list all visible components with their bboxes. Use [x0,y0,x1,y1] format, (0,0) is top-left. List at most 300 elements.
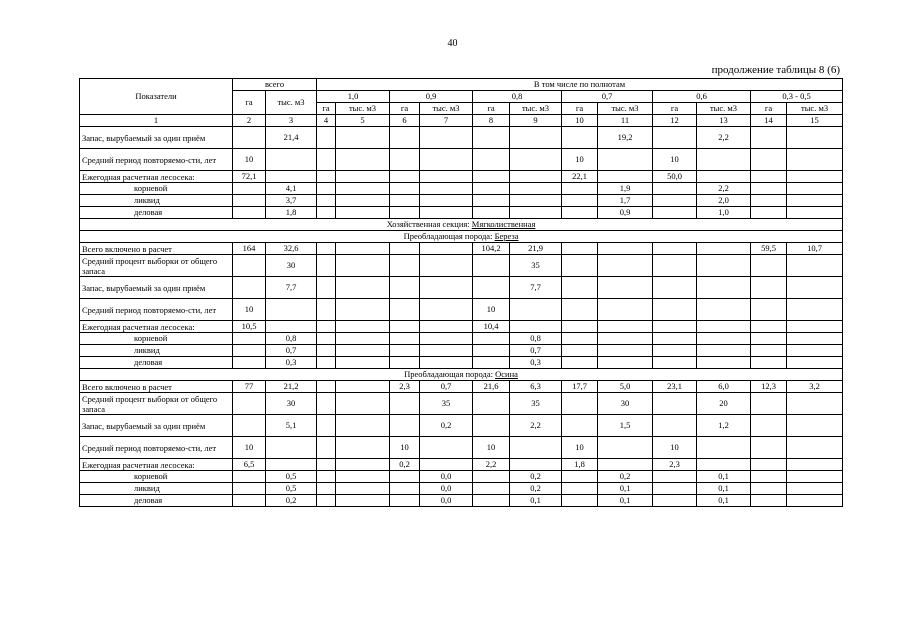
table-cell [787,345,843,357]
header-total: всего [233,79,317,91]
table-cell [336,255,390,277]
table-cell [653,255,697,277]
table-cell [336,483,390,495]
row-label: Ежегодная расчетная лесосека: [80,321,233,333]
table-cell: 72,1 [233,171,266,183]
table-cell [510,299,562,321]
table-cell [697,437,751,459]
table-cell: 0,8 [510,333,562,345]
column-number: 4 [317,115,336,127]
header-unit-m3: тыс. м3 [598,103,653,115]
table-row [80,321,843,333]
table-cell [787,299,843,321]
table-cell [233,415,266,437]
table-cell [473,471,510,483]
table-cell [317,183,336,195]
table-cell [420,207,473,219]
header-unit-m3: тыс. м3 [336,103,390,115]
column-number: 1 [80,115,233,127]
table-cell [562,483,598,495]
table-cell: 1,9 [598,183,653,195]
table-cell [420,183,473,195]
table-cell: 3,2 [787,381,843,393]
header-unit-m3: тыс. м3 [510,103,562,115]
table-cell [233,127,266,149]
column-number: 11 [598,115,653,127]
header-by-density: В том числе по полнотам [317,79,843,91]
table-cell: 22,1 [562,171,598,183]
table-cell [317,345,336,357]
table-cell [751,415,787,437]
table-cell [510,321,562,333]
table-cell [233,495,266,507]
table-cell: 0,2 [420,415,473,437]
table-cell: 6,5 [233,459,266,471]
table-cell [233,393,266,415]
table-cell [390,357,420,369]
row-label: Средний период повторяемо-сти, лет [80,149,233,171]
table-cell [390,207,420,219]
section-heading [80,369,843,381]
table-cell: 2,2 [510,415,562,437]
table-cell [390,255,420,277]
header-indicators: Показатели [80,79,233,115]
table-cell [787,437,843,459]
table-cell [751,393,787,415]
column-number: 15 [787,115,843,127]
table-cell [336,299,390,321]
table-cell [266,321,317,333]
table-cell [697,459,751,471]
table-cell [751,321,787,333]
column-number: 7 [420,115,473,127]
row-label: деловая [80,495,233,507]
table-cell [787,207,843,219]
table-cell [420,459,473,471]
table-cell [562,495,598,507]
table-cell: 1,7 [598,195,653,207]
table-cell [653,207,697,219]
table-cell [233,483,266,495]
table-cell [787,357,843,369]
table-cell: 0,2 [510,483,562,495]
table-cell: 0,1 [598,495,653,507]
column-number: 14 [751,115,787,127]
table-cell: 0,5 [266,483,317,495]
table-cell [697,149,751,171]
table-cell: 30 [598,393,653,415]
row-label: ликвид [80,195,233,207]
table-row [80,357,843,369]
table-cell [562,243,598,255]
table-cell: 0,1 [697,483,751,495]
table-cell [317,321,336,333]
table-cell [473,333,510,345]
table-cell [420,255,473,277]
table-cell [336,393,390,415]
table-cell: 10 [562,149,598,171]
table-cell [751,333,787,345]
table-cell [317,243,336,255]
table-cell: 32,6 [266,243,317,255]
table-cell: 164 [233,243,266,255]
table-cell: 21,2 [266,381,317,393]
column-number: 6 [390,115,420,127]
row-label: Запас, вырубаемый за один приём [80,415,233,437]
table-cell: 10,4 [473,321,510,333]
table-cell: 0,8 [266,333,317,345]
table-cell: 0,0 [420,495,473,507]
table-cell [787,321,843,333]
section-prefix: Преобладающая порода: [404,369,496,379]
table-cell [562,127,598,149]
table-cell [598,277,653,299]
table-cell: 6,3 [510,381,562,393]
table-cell: 21,6 [473,381,510,393]
table-cell: 2,3 [390,381,420,393]
table-cell [420,299,473,321]
table-cell [787,183,843,195]
table-cell: 0,1 [510,495,562,507]
table-cell [473,345,510,357]
table-cell [751,357,787,369]
table-cell [266,437,317,459]
table-cell: 2,2 [473,459,510,471]
table-cell [473,255,510,277]
table-cell [697,333,751,345]
table-cell [751,437,787,459]
table-cell [697,321,751,333]
table-row [80,495,843,507]
table-cell [317,483,336,495]
table-cell: 35 [510,393,562,415]
table-cell [653,483,697,495]
table-cell: 2,3 [653,459,697,471]
table-cell [390,195,420,207]
table-cell: 10,5 [233,321,266,333]
table-cell [562,357,598,369]
table-cell [420,321,473,333]
table-cell [751,149,787,171]
table-cell [751,207,787,219]
section-heading [80,219,843,231]
header-density-3: 0,8 [473,91,562,103]
table-cell [390,171,420,183]
header-density-5: 0,6 [653,91,751,103]
section-heading [80,231,843,243]
table-cell: 0,7 [420,381,473,393]
table-cell: 77 [233,381,266,393]
table-cell [473,415,510,437]
table-cell [562,277,598,299]
table-cell [473,483,510,495]
table-cell [598,321,653,333]
table-cell [336,437,390,459]
table-row [80,171,843,183]
table-cell [336,459,390,471]
table-row [80,415,843,437]
table-cell: 10 [473,437,510,459]
table-cell: 104,2 [473,243,510,255]
table-cell [787,195,843,207]
table-cell: 0,0 [420,483,473,495]
header-unit-ha: га [317,103,336,115]
table-cell [510,171,562,183]
row-label: корневой [80,183,233,195]
table-cell: 10 [233,149,266,171]
table-cell: 1,8 [562,459,598,471]
table-cell [751,277,787,299]
column-number: 13 [697,115,751,127]
row-label: Запас, вырубаемый за один приём [80,277,233,299]
table-cell: 0,7 [266,345,317,357]
table-cell [751,183,787,195]
table-cell [266,171,317,183]
table-cell [751,345,787,357]
table-cell [653,357,697,369]
header-density-1: 1,0 [317,91,390,103]
table-cell [336,333,390,345]
table-cell: 35 [510,255,562,277]
table-cell: 10 [473,299,510,321]
column-number: 2 [233,115,266,127]
table-cell: 7,7 [266,277,317,299]
table-cell: 3,7 [266,195,317,207]
table-cell [510,183,562,195]
page-number: 40 [447,38,458,49]
table-row [80,471,843,483]
header-unit-ha: га [653,103,697,115]
table-row [80,277,843,299]
row-label: Средний процент выборки от общего запаса [80,255,233,277]
table-cell [751,255,787,277]
column-number: 5 [336,115,390,127]
table-cell [473,149,510,171]
table-cell [390,243,420,255]
table-cell: 4,1 [266,183,317,195]
row-label: ликвид [80,345,233,357]
header-unit-m3: тыс. м3 [787,103,843,115]
table-cell [653,243,697,255]
header-density-6: 0,3 - 0,5 [751,91,843,103]
header-density-4: 0,7 [562,91,653,103]
table-cell [751,171,787,183]
table-row [80,243,843,255]
table-cell [317,149,336,171]
table-cell: 10 [562,437,598,459]
table-cell [390,393,420,415]
table-cell: 2,0 [697,195,751,207]
table-cell [697,345,751,357]
table-cell: 5,0 [598,381,653,393]
table-cell [473,195,510,207]
table-cell [510,459,562,471]
table-cell [598,299,653,321]
table-cell [336,345,390,357]
table-row [80,207,843,219]
table-cell [751,195,787,207]
table-cell [510,149,562,171]
table-cell: 1,8 [266,207,317,219]
table-row [80,219,843,231]
table-cell: 19,2 [598,127,653,149]
table-cell: 23,1 [653,381,697,393]
table-cell [233,195,266,207]
table-cell [510,437,562,459]
table-cell [562,471,598,483]
table-cell: 2,2 [697,127,751,149]
table-row [80,437,843,459]
table-cell: 5,1 [266,415,317,437]
table-cell [751,127,787,149]
table-cell [653,393,697,415]
table-cell [653,321,697,333]
table-cell [336,495,390,507]
table-cell [510,127,562,149]
table-cell [787,393,843,415]
table-cell [317,255,336,277]
table-cell [336,207,390,219]
table-cell [336,471,390,483]
table-cell [336,127,390,149]
table-cell [653,345,697,357]
section-value: Мягколиственная [471,219,536,229]
table-row [80,483,843,495]
table-row [80,333,843,345]
table-cell [317,127,336,149]
header-unit-m3: тыс. м3 [697,103,751,115]
table-cell: 10 [653,149,697,171]
table-cell: 1,5 [598,415,653,437]
table-cell: 50,0 [653,171,697,183]
table-cell: 0,2 [510,471,562,483]
table-cell: 0,0 [420,471,473,483]
table-cell [562,183,598,195]
table-cell: 7,7 [510,277,562,299]
table-cell: 0,2 [266,495,317,507]
table-cell [390,415,420,437]
table-cell: 0,1 [697,495,751,507]
table-cell [390,321,420,333]
table-cell [233,471,266,483]
table-cell [266,459,317,471]
table-row [80,127,843,149]
table-cell: 10 [233,437,266,459]
table-cell [751,483,787,495]
table-cell [317,471,336,483]
table-cell [787,127,843,149]
table-cell [420,277,473,299]
table-cell [473,171,510,183]
table-cell [510,207,562,219]
table-cell [598,171,653,183]
table-row [80,345,843,357]
table-cell [390,299,420,321]
table-cell [317,171,336,183]
header-unit-m3: тыс. м3 [420,103,473,115]
section-value: Береза [494,231,519,241]
table-cell [317,333,336,345]
table-row [80,231,843,243]
table-cell [390,149,420,171]
table-row [80,255,843,277]
table-cell [653,195,697,207]
table-cell: 0,5 [266,471,317,483]
forest-table [79,78,843,507]
section-prefix: Преобладающая порода: [403,231,495,241]
section-value: Осина [495,369,518,379]
table-cell [653,495,697,507]
table-cell [598,255,653,277]
column-number: 9 [510,115,562,127]
table-cell [473,277,510,299]
table-cell [336,195,390,207]
table-cell [233,333,266,345]
table-cell [420,171,473,183]
table-row [80,299,843,321]
table-cell: 0,2 [598,471,653,483]
column-number: 3 [266,115,317,127]
table-cell [787,483,843,495]
table-cell [317,207,336,219]
row-label: Всего включено в расчет [80,381,233,393]
table-cell: 12,3 [751,381,787,393]
table-cell [787,471,843,483]
table-cell [336,357,390,369]
table-cell [562,393,598,415]
table-cell [336,415,390,437]
table-cell [787,277,843,299]
table-cell [473,393,510,415]
table-cell [787,255,843,277]
table-cell [473,207,510,219]
table-cell: 21,4 [266,127,317,149]
table-cell: 1,2 [697,415,751,437]
row-label: Ежегодная расчетная лесосека: [80,171,233,183]
table-cell [336,277,390,299]
table-cell [697,357,751,369]
table-cell: 6,0 [697,381,751,393]
table-cell [598,437,653,459]
table-cell [598,357,653,369]
table-cell [751,299,787,321]
table-cell [266,149,317,171]
header-total-m3: тыс. м3 [266,91,317,115]
table-cell [562,207,598,219]
table-cell [317,495,336,507]
table-cell: 30 [266,393,317,415]
table-cell: 30 [266,255,317,277]
row-label: Средний период повторяемо-сти, лет [80,437,233,459]
section-prefix: Хозяйственная секция: [386,219,472,229]
table-row [80,369,843,381]
table-cell: 0,7 [510,345,562,357]
table-cell [653,277,697,299]
table-cell [598,345,653,357]
table-cell [787,495,843,507]
table-cell [420,357,473,369]
table-cell [317,277,336,299]
table-cell [473,357,510,369]
table-cell [390,183,420,195]
row-label: Всего включено в расчет [80,243,233,255]
header-density-2: 0,9 [390,91,473,103]
table-cell [473,127,510,149]
table-cell [390,345,420,357]
column-number: 10 [562,115,598,127]
row-label: Запас, вырубаемый за один приём [80,127,233,149]
table-row [80,195,843,207]
